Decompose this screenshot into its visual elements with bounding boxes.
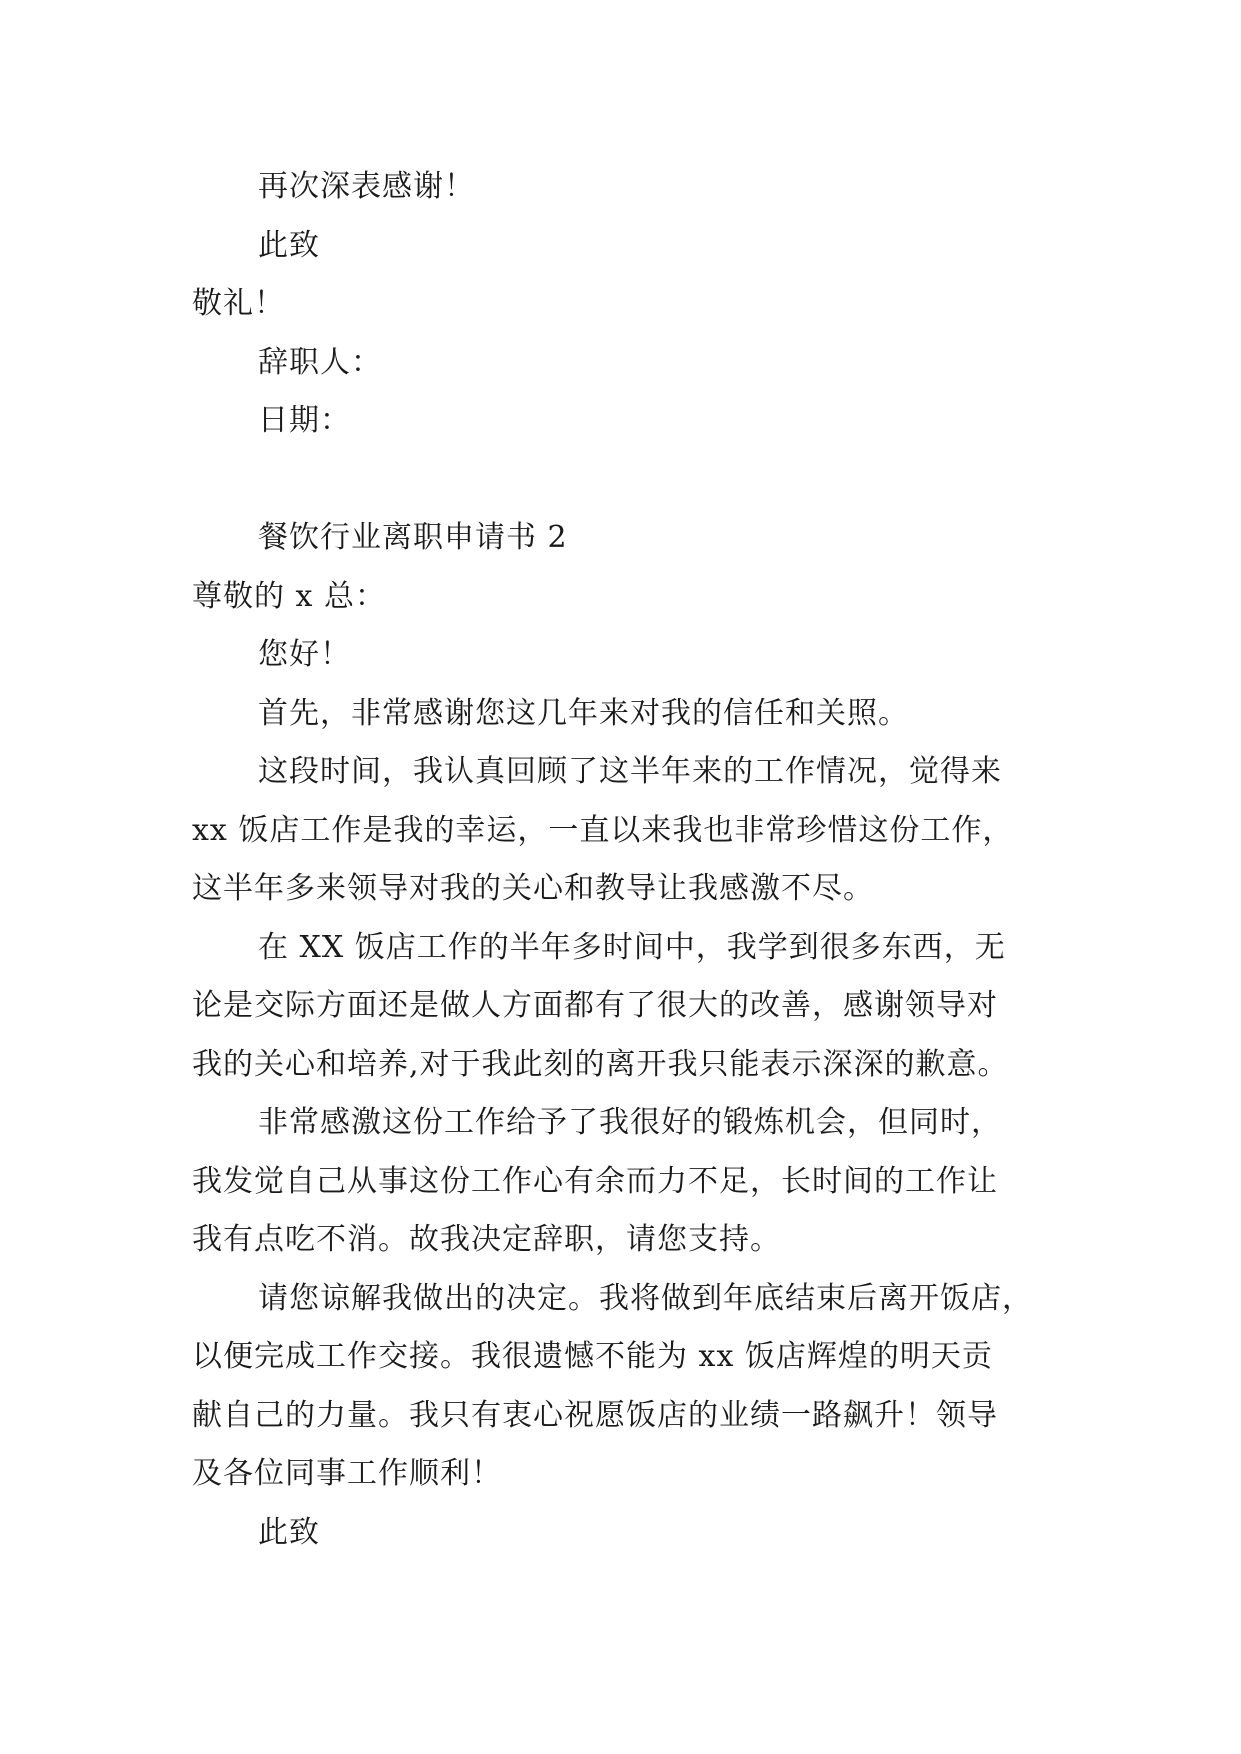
paragraph-4-line-1: 非常感激这份工作给予了我很好的锻炼机会，但同时，	[258, 1105, 1002, 1140]
paragraph-5-line-1: 请您谅解我做出的决定。我将做到年底结束后离开饭店，	[258, 1280, 1033, 1316]
letter-to: 此致	[258, 1514, 320, 1550]
paragraph-5-line-4: 及各位同事工作顺利！	[192, 1456, 502, 1491]
paragraph-3-line-2: 论是交际方面还是做人方面都有了很大的改善，感谢领导对	[192, 988, 998, 1023]
paragraph-2-line-1: 这段时间，我认真回顾了这半年来的工作情况，觉得来	[258, 754, 1002, 789]
document-body	[192, 158, 1062, 1562]
paragraph-4-line-3: 我有点吃不消。故我决定辞职，请您支持。	[192, 1222, 781, 1257]
closing-salute: 敬礼！	[192, 286, 285, 321]
paragraph-3-line-1: 在 XX 饭店工作的半年多时间中，我学到很多东西，无	[258, 929, 1006, 965]
paragraph-4-line-2: 我发觉自己从事这份工作心有余而力不足，长时间的工作让	[192, 1163, 998, 1199]
paragraph-1-line-1: 首先，非常感谢您这几年来对我的信任和关照。	[258, 695, 909, 731]
paragraph-5-line-3: 献自己的力量。我只有衷心祝愿饭店的业绩一路飙升！领导	[192, 1397, 998, 1433]
letter-greeting: 您好！	[258, 637, 351, 672]
closing-thanks: 再次深表感谢！	[258, 169, 475, 204]
closing-signer: 辞职人：	[258, 344, 382, 380]
letter-recipient: 尊敬的 x 总：	[192, 578, 386, 614]
paragraph-5-line-2: 以便完成工作交接。我很遗憾不能为 xx 饭店辉煌的明天贡	[192, 1339, 993, 1374]
closing-to: 此致	[258, 227, 320, 263]
paragraph-2-line-2: xx 饭店工作是我的幸运，一直以来我也非常珍惜这份工作，	[192, 812, 1014, 848]
section-gap	[192, 451, 1062, 510]
closing-date: 日期：	[258, 403, 351, 438]
paragraph-3-line-3: 我的关心和培养,对于我此刻的离开我只能表示深深的歉意。	[192, 1046, 1009, 1082]
paragraph-2-line-3: 这半年多来领导对我的关心和教导让我感激不尽。	[192, 871, 874, 906]
letter-title: 餐饮行业离职申请书 2	[258, 520, 568, 555]
